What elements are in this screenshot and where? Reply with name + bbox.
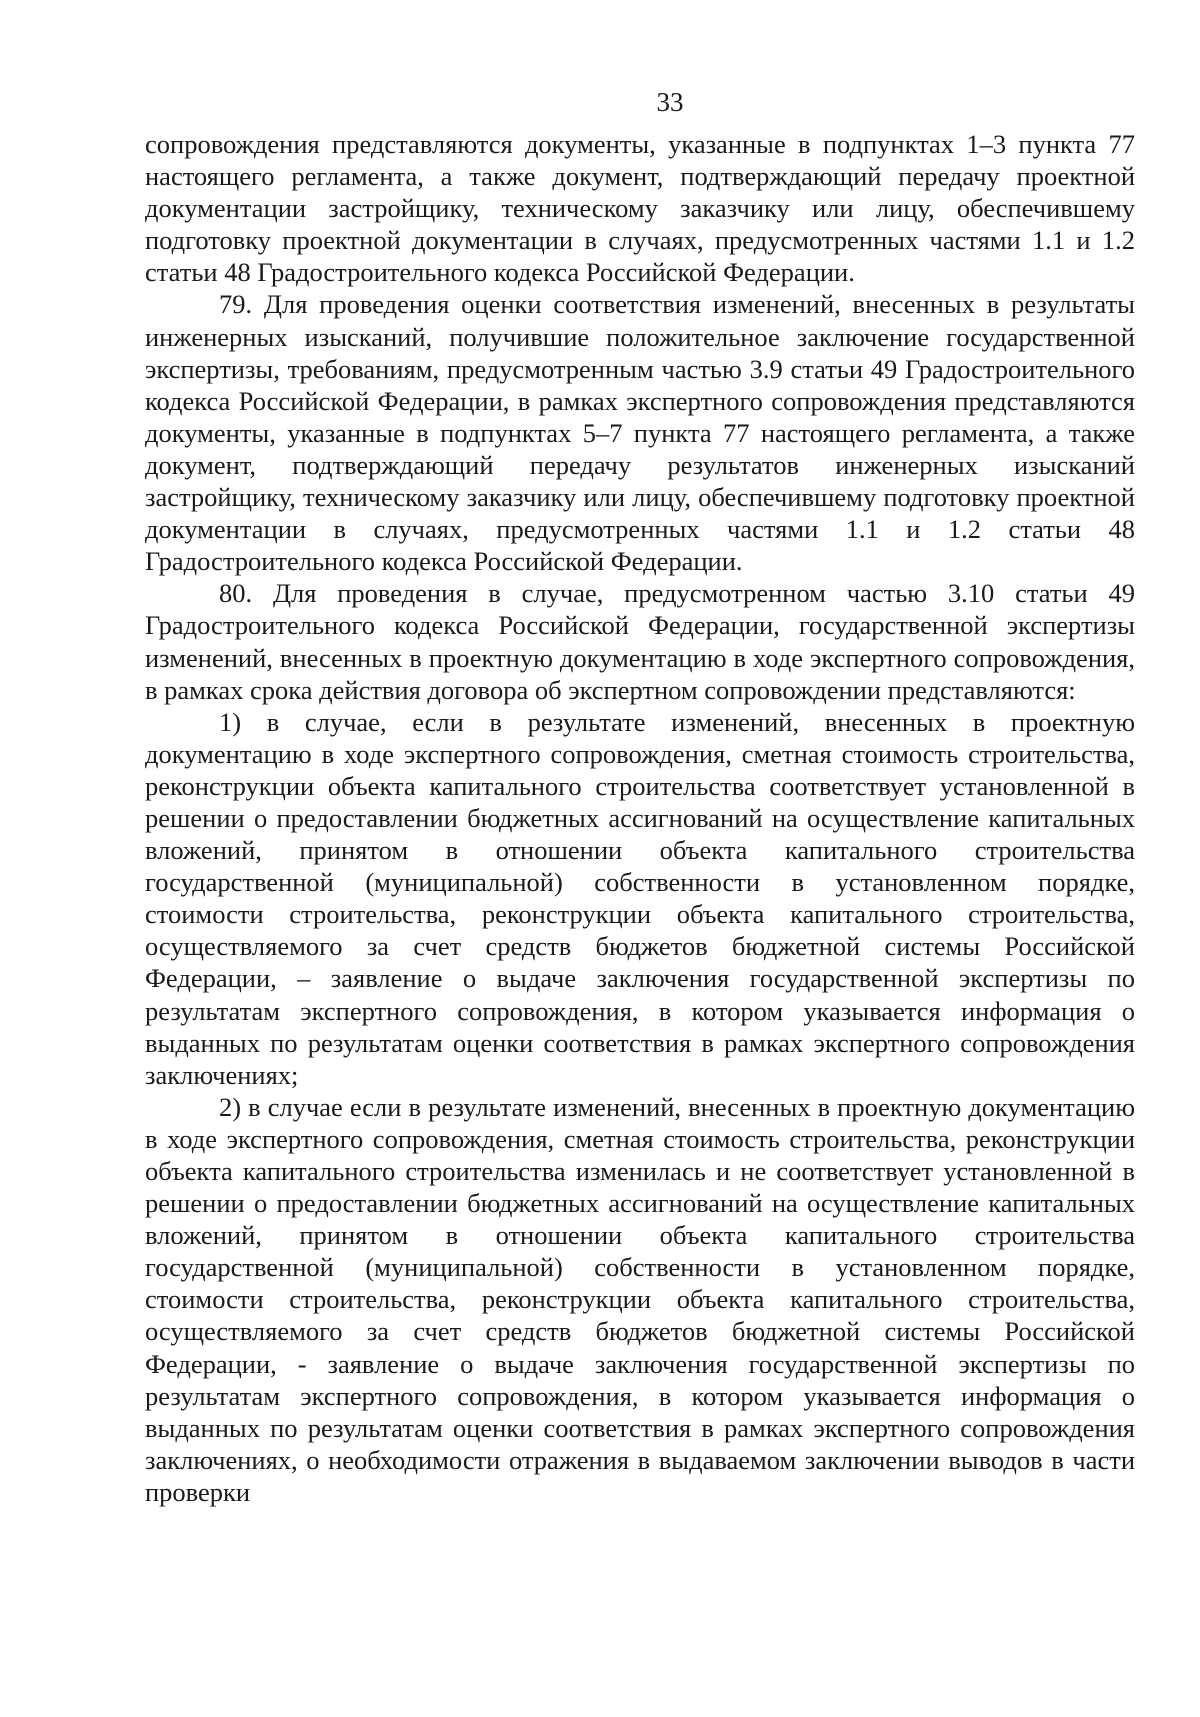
paragraph-continuation: сопровождения представляются документы, указанные в подпунктах 1–3 пункта 77 настоящего регламента, а также документ, подтверждающий передачу проектной документации застройщику, техническому заказчику или лицу, обеспечившему подготовку проектной документации в случаях, предусмотренных частями 1.1 и 1.2 статьи 48 Градостроительного кодекса Российской Федерации. bbox=[145, 129, 1135, 288]
paragraph-80: 80. Для проведения в случае, предусмотренном частью 3.10 статьи 49 Градостроительного кодекса Российской Федерации, государственной экспертизы изменений, внесенных в проектную документацию в ходе экспертного сопровождения, в рамках срока действия договора об экспертном сопровождении представляются: bbox=[145, 578, 1135, 705]
document-body bbox=[145, 128, 1135, 1508]
paragraph-79: 79. Для проведения оценки соответствия изменений, внесенных в результаты инженерных изысканий, получившие положительное заключение государственной экспертизы, требованиям, предусмотренным частью 3.9 статьи 49 Градостроительного кодекса Российской Федерации, в рамках экспертного сопровождения представляются документы, указанные в подпунктах 5–7 пункта 77 настоящего регламента, а также документ, подтверждающий передачу результатов инженерных изысканий застройщику, техническому заказчику или лицу, обеспечившему подготовку проектной документации в случаях, предусмотренных частями 1.1 и 1.2 статьи 48 Градостроительного кодекса Российской Федерации. bbox=[145, 289, 1135, 577]
list-item-1: 1) в случае, если в результате изменений, внесенных в проектную документацию в ходе экспертного сопровождения, сметная стоимость строительства, реконструкции объекта капитального строительства соответствует установленной в решении о предоставлении бюджетных ассигнований на осуществление капитальных вложений, принятом в отношении объекта капитального строительства государственной (муниципальной) собственности в установленном порядке, стоимости строительства, реконструкции объекта капитального строительства, осуществляемого за счет средств бюджетов бюджетной системы Российской Федерации, – заявление о выдаче заключения государственной экспертизы по результатам экспертного сопровождения, в котором указывается информация о выданных по результатам оценки соответствия в рамках экспертного сопровождения заключениях; bbox=[145, 706, 1135, 1090]
page-number: 33 bbox=[656, 87, 684, 117]
list-item-2: 2) в случае если в результате изменений, внесенных в проектную документацию в ходе экспертного сопровождения, сметная стоимость строительства, реконструкции объекта капитального строительства изменилась и не соответствует установленной в решении о предоставлении бюджетных ассигнований на осуществление капитальных вложений, принятом в отношении объекта капитального строительства государственной (муниципальной) собственности в установленном порядке, стоимости строительства, реконструкции объекта капитального строительства, осуществляемого за счет средств бюджетов бюджетной системы Российской Федерации, - заявление о выдаче заключения государственной экспертизы по результатам экспертного сопровождения, в котором указывается информация о выданных по результатам оценки соответствия в рамках экспертного сопровождения заключениях, о необходимости отражения в выдаваемом заключении выводов в части проверки bbox=[145, 1091, 1135, 1507]
